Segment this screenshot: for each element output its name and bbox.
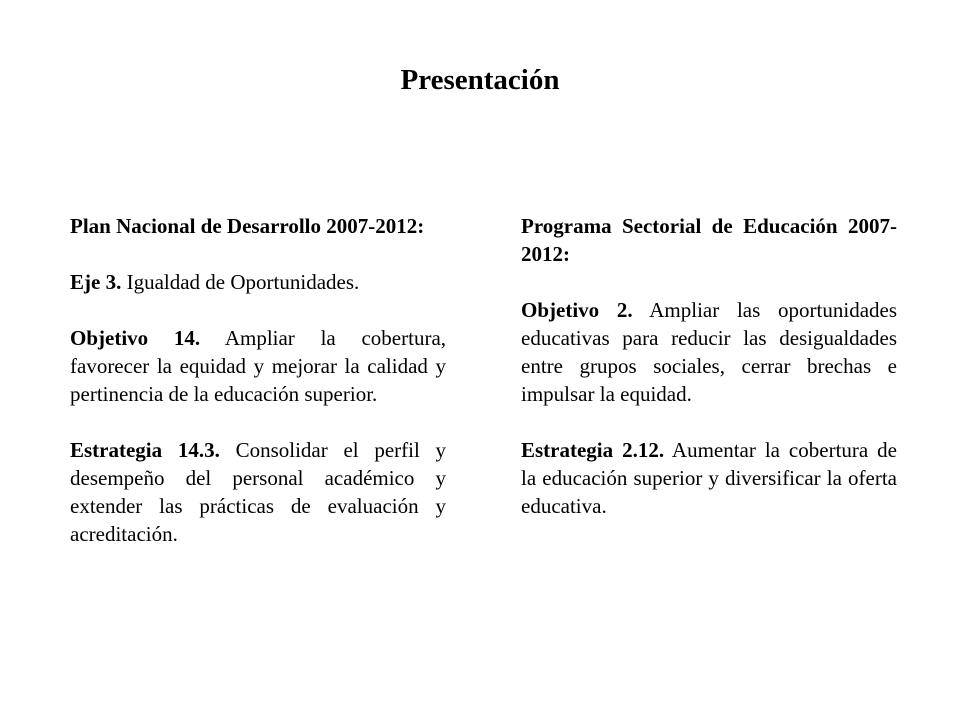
estrategia-2-12-item [521, 436, 897, 520]
page-title: Presentación [400, 64, 560, 96]
objetivo-14-text: Ampliar la cobertura, favorecer la equidad y mejorar la calidad y pertinencia de la educación superior. [70, 326, 447, 406]
objetivo-2-item [521, 296, 897, 408]
estrategia-14-3-item [70, 436, 446, 548]
programa-sectorial-heading: Programa Sectorial de Educación 2007-2012: [521, 214, 897, 266]
eje-item [70, 268, 446, 296]
estrategia-14-3-label: Estrategia 14.3. [70, 438, 220, 462]
estrategia-14-3-text: Consolidar el perfil y desempeño del personal académico y extender las prácticas de evaluación y acreditación. [70, 438, 446, 546]
objetivo-14-item [70, 324, 446, 408]
programa-sectorial-column [521, 212, 897, 548]
objetivo-2-label: Objetivo 2. [521, 298, 633, 322]
objetivo-14-label: Objetivo 14. [70, 326, 201, 350]
estrategia-2-12-text: Aumentar la cobertura de la educación superior y diversificar la oferta educativa. [521, 438, 897, 518]
eje-label: Eje 3. [70, 270, 122, 294]
plan-nacional-column [70, 212, 446, 576]
plan-nacional-heading: Plan Nacional de Desarrollo 2007-2012: [70, 214, 425, 238]
objetivo-2-text: Ampliar las oportunidades educativas para reducir las desigualdades entre grupos sociales, cerrar brechas e impulsar la equidad. [521, 298, 898, 406]
eje-text: Igualdad de Oportunidades. [126, 270, 360, 294]
estrategia-2-12-label: Estrategia 2.12. [521, 438, 665, 462]
